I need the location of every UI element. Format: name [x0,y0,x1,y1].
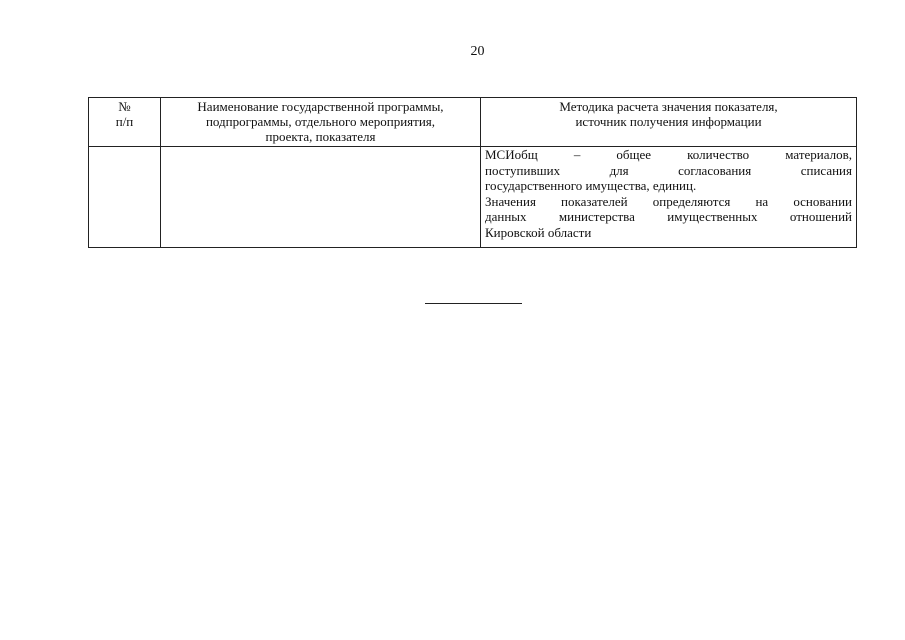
method-line: Значения показателей определяются на основании [485,193,852,209]
header-name [161,98,481,147]
cell-number [89,147,161,248]
header-name-line1: Наименование государственной программы, [197,99,444,114]
method-line: МСИобщ – общее количество материалов, [485,147,852,162]
header-method [481,98,857,147]
cell-name [161,147,481,248]
cell-method [481,147,857,248]
indicator-table [88,97,857,248]
end-separator-line [425,303,522,304]
page-number: 20 [470,44,485,59]
header-name-line3: проекта, показателя [265,129,376,144]
table-header-row [89,98,857,147]
method-line: поступивших для согласования списания [485,162,852,178]
method-line: Кировской области [485,224,592,240]
header-number-line1: № [118,99,131,114]
table-row [89,147,857,248]
header-number-line2: п/п [115,114,134,129]
header-method-line1: Методика расчета значения показателя, [559,99,778,114]
header-name-line2: подпрограммы, отдельного мероприятия, [205,114,436,129]
method-line: данных министерства имущественных отношений [485,209,852,224]
header-number [89,98,161,147]
method-line: государственного имущества, единиц. [485,178,697,193]
header-method-line2: источник получения информации [575,114,762,129]
